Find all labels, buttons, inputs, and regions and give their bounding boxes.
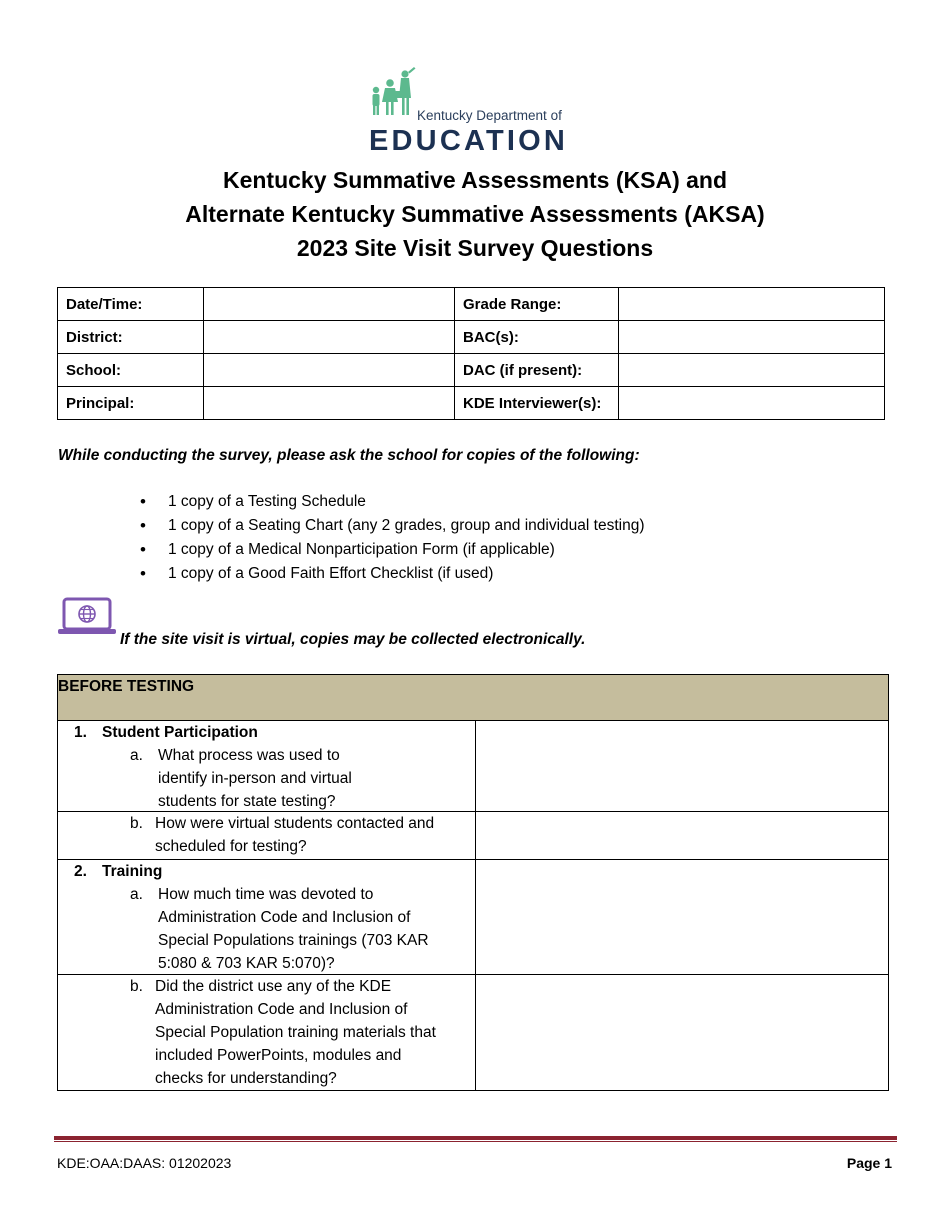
sub-question [58,744,475,813]
sub-question-text: How much time was devoted to Administration Code and Inclusion of Special Populations trainings (703 KAR 5:080 & 703 KAR 5:070)? [158,886,429,972]
answer-cell[interactable] [476,812,888,859]
footer-rule-thin [54,1141,897,1142]
school-field[interactable] [204,354,455,387]
grade-range-field[interactable] [619,288,885,321]
question-cell [58,721,476,811]
sub-question-text: What process was used to identify in-person and virtual students for state testing? [158,747,352,810]
school-label: School: [58,354,204,387]
list-item: • 1 copy of a Testing Schedule [140,490,645,514]
section-number: 1. [74,724,87,741]
sub-question-label: a. [130,747,143,764]
answer-cell[interactable] [476,860,888,974]
principal-field[interactable] [204,387,455,420]
answer-cell[interactable] [476,721,888,811]
principal-label: Principal: [58,387,204,420]
question-cell [58,860,476,974]
laptop-globe-icon [57,597,117,637]
date-time-label: Date/Time: [58,288,204,321]
table-row [58,860,888,975]
title-line-1: Kentucky Summative Assessments (KSA) and [222,167,728,193]
logo-education-text: EDUCATION [369,125,569,157]
kde-interviewer-field[interactable] [619,387,885,420]
answer-cell[interactable] [476,975,888,1090]
before-testing-table [57,674,889,1091]
question-cell [58,812,476,859]
list-item: • 1 copy of a Medical Nonparticipation Form (if applicable) [140,538,645,562]
dac-field[interactable] [619,354,885,387]
site-info-table [57,287,885,420]
list-item: • 1 copy of a Good Faith Effort Checklist (if used) [140,562,645,586]
section-heading [58,860,475,883]
children-figures-icon [368,66,420,128]
district-label: District: [58,321,204,354]
sub-question-label: a. [130,886,143,903]
dac-label: DAC (if present): [455,354,619,387]
table-row [58,812,888,860]
virtual-note: If the site visit is virtual, copies may be collected electronically. [120,631,586,648]
info-row [58,288,885,321]
sub-question [58,812,475,858]
kde-logo [366,64,586,160]
bac-field[interactable] [619,321,885,354]
sub-question-text: How were virtual students contacted and scheduled for testing? [155,815,435,855]
kde-interviewer-label: KDE Interviewer(s): [455,387,619,420]
logo-department-text: Kentucky Department of [417,108,562,123]
info-row [58,354,885,387]
table-row [58,975,888,1090]
instructions-text: While conducting the survey, please ask the school for copies of the following: [58,447,640,464]
section-title: Student Participation [102,724,258,741]
list-item: • 1 copy of a Seating Chart (any 2 grades, group and individual testing) [140,514,645,538]
info-row [58,387,885,420]
table-row [58,721,888,812]
before-testing-header: BEFORE TESTING [58,675,888,721]
info-row [58,321,885,354]
section-heading [58,721,475,744]
copies-list [140,490,645,586]
section-number: 2. [74,863,87,880]
date-time-field[interactable] [204,288,455,321]
sub-question-label: b. [130,978,143,995]
document-title [100,163,850,265]
title-line-2: Alternate Kentucky Summative Assessments (AKSA) [185,201,765,227]
grade-range-label: Grade Range: [455,288,619,321]
sub-question-text: Did the district use any of the KDE Administration Code and Inclusion of Special Population training materials that included PowerPoints, modules and checks for understanding? [155,978,436,1087]
sub-question [58,975,475,1090]
footer-rule [54,1136,897,1140]
question-cell [58,975,476,1090]
title-line-3: 2023 Site Visit Survey Questions [296,235,654,261]
sub-question [58,883,475,975]
bac-label: BAC(s): [455,321,619,354]
district-field[interactable] [204,321,455,354]
page-number: Page 1 [846,1155,892,1171]
section-title: Training [102,863,163,880]
document-code: KDE:OAA:DAAS: 01202023 [57,1155,232,1171]
sub-question-label: b. [130,815,143,832]
